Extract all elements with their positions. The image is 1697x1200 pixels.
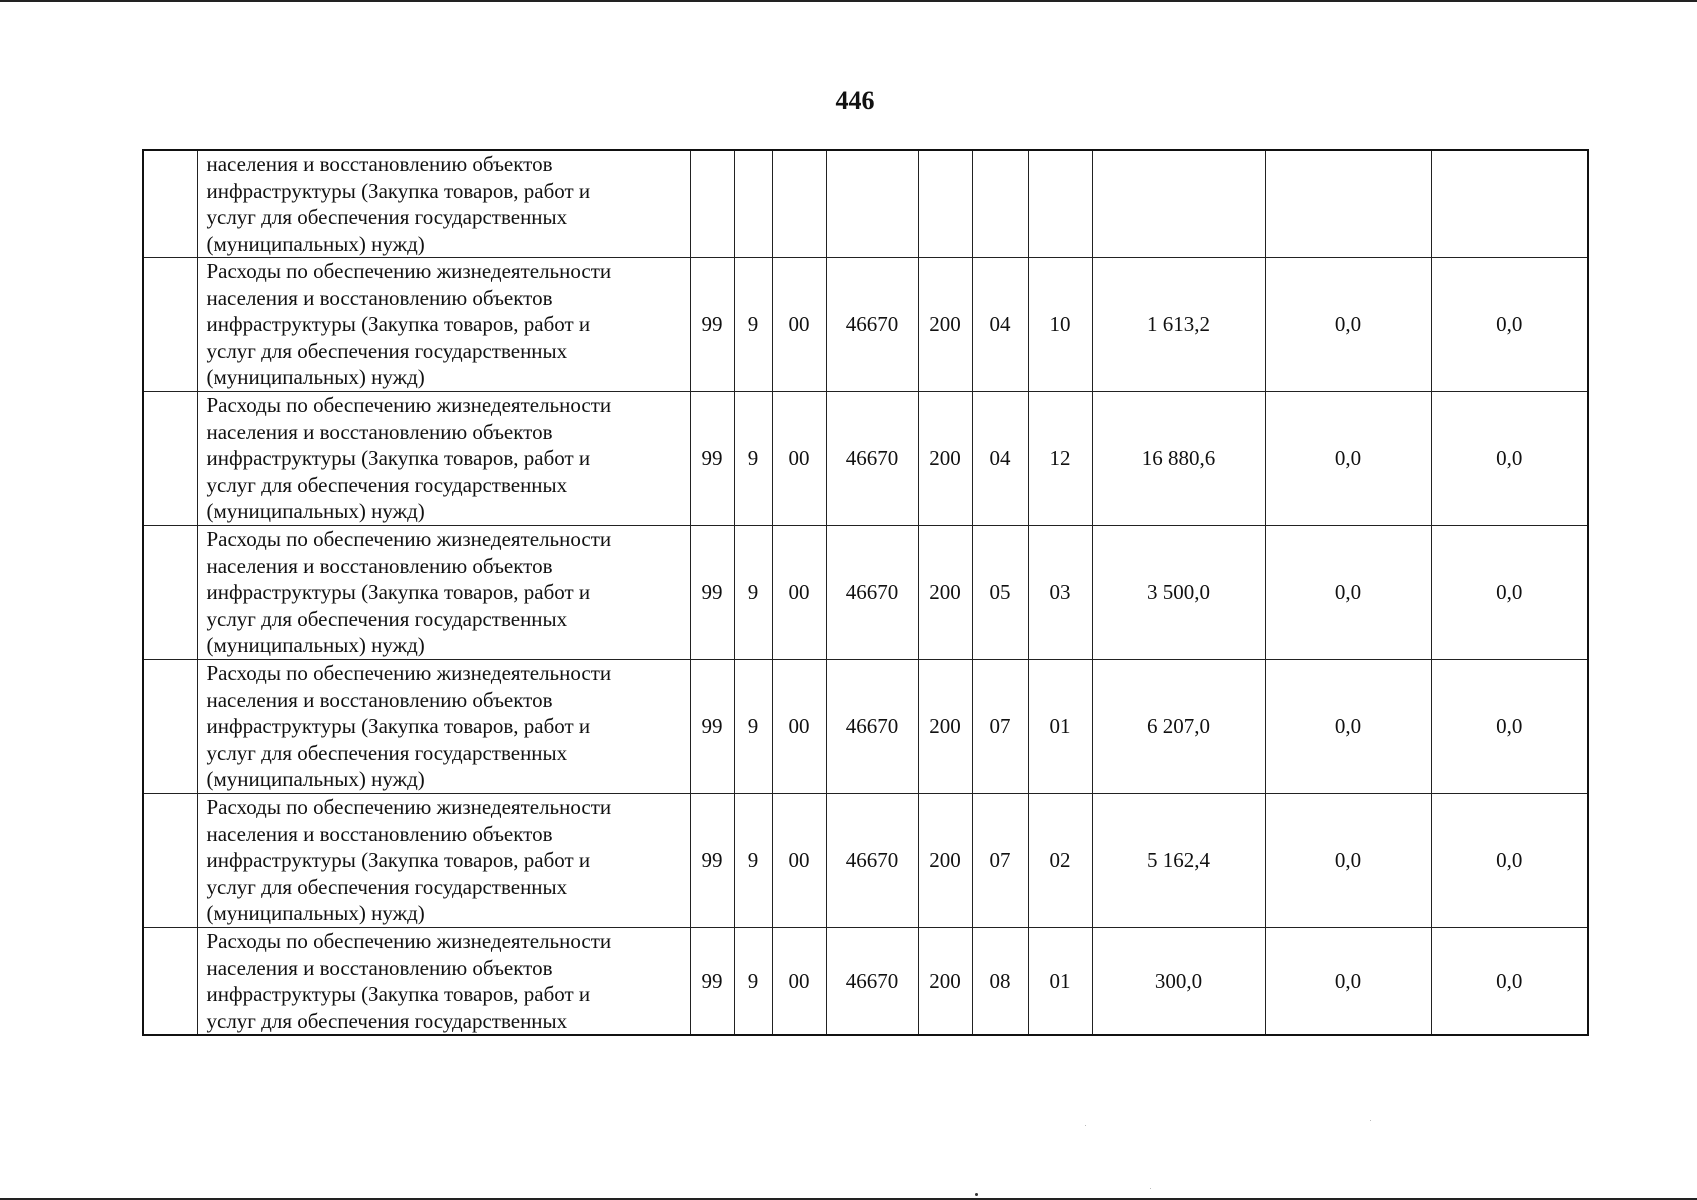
scan-speck	[1370, 1120, 1371, 1121]
code-cell	[772, 150, 826, 258]
description-line: (муниципальных) нужд)	[206, 901, 425, 925]
description-line: Расходы по обеспечению жизнедеятельности	[206, 527, 612, 551]
code-cell: 99	[690, 526, 734, 660]
code-cell: 200	[918, 660, 972, 794]
description-line: Расходы по обеспечению жизнедеятельности	[206, 259, 612, 283]
amount-cell	[1092, 150, 1265, 258]
amount-cell: 0,0	[1265, 258, 1431, 392]
amount-cell: 6 207,0	[1092, 660, 1265, 794]
description-line: Расходы по обеспечению жизнедеятельности	[206, 929, 612, 953]
code-cell: 08	[972, 928, 1028, 1036]
description-cell	[197, 150, 690, 258]
code-cell	[1028, 150, 1092, 258]
index-cell	[143, 660, 197, 794]
code-cell	[918, 150, 972, 258]
code-cell: 99	[690, 660, 734, 794]
code-cell: 00	[772, 794, 826, 928]
description-line: (муниципальных) нужд)	[206, 767, 425, 791]
description-line: Расходы по обеспечению жизнедеятельности	[206, 795, 612, 819]
code-cell	[972, 150, 1028, 258]
description-cell	[197, 928, 690, 1036]
scan-speck	[1150, 1188, 1151, 1189]
amount-cell: 0,0	[1431, 928, 1588, 1036]
scan-dot	[975, 1193, 978, 1196]
code-cell	[690, 150, 734, 258]
description-line: услуг для обеспечения государственных	[206, 1008, 568, 1033]
description-line: (муниципальных) нужд)	[206, 499, 425, 523]
code-cell: 46670	[826, 526, 918, 660]
code-cell: 10	[1028, 258, 1092, 392]
code-cell	[734, 150, 772, 258]
code-cell: 00	[772, 660, 826, 794]
amount-cell: 0,0	[1431, 392, 1588, 526]
code-cell: 01	[1028, 928, 1092, 1036]
code-cell: 00	[772, 392, 826, 526]
amount-cell: 0,0	[1265, 526, 1431, 660]
description-line: инфраструктуры (Закупка товаров, работ и	[206, 714, 591, 738]
code-cell: 200	[918, 392, 972, 526]
description-line: населения и восстановлению объектов	[206, 553, 553, 578]
index-cell	[143, 258, 197, 392]
code-cell: 200	[918, 526, 972, 660]
table-row	[143, 794, 1588, 928]
description-line: услуг для обеспечения государственных	[206, 472, 568, 497]
code-cell: 9	[734, 392, 772, 526]
description-line: населения и восстановлению объектов	[206, 152, 553, 176]
top-scan-edge	[0, 0, 1697, 2]
code-cell: 99	[690, 392, 734, 526]
description-line: населения и восстановлению объектов	[206, 955, 553, 980]
description-line: (муниципальных) нужд)	[206, 231, 425, 256]
description-cell	[197, 794, 690, 928]
code-cell: 07	[972, 794, 1028, 928]
index-cell	[143, 526, 197, 660]
amount-cell: 16 880,6	[1092, 392, 1265, 526]
table-row	[143, 392, 1588, 526]
amount-cell: 0,0	[1431, 526, 1588, 660]
amount-cell: 0,0	[1431, 660, 1588, 794]
index-cell	[143, 150, 197, 258]
code-cell: 02	[1028, 794, 1092, 928]
code-cell: 00	[772, 928, 826, 1036]
description-cell	[197, 392, 690, 526]
amount-cell: 1 613,2	[1092, 258, 1265, 392]
table-row	[143, 526, 1588, 660]
amount-cell	[1431, 150, 1588, 258]
description-line: инфраструктуры (Закупка товаров, работ и	[206, 178, 591, 203]
code-cell: 00	[772, 526, 826, 660]
code-cell: 200	[918, 258, 972, 392]
code-cell: 99	[690, 794, 734, 928]
description-cell	[197, 660, 690, 794]
code-cell: 9	[734, 660, 772, 794]
code-cell: 04	[972, 392, 1028, 526]
description-line: населения и восстановлению объектов	[206, 821, 553, 846]
code-cell: 01	[1028, 660, 1092, 794]
description-line: населения и восстановлению объектов	[206, 419, 553, 444]
code-cell: 99	[690, 258, 734, 392]
description-line: услуг для обеспечения государственных	[206, 338, 568, 363]
table-row	[143, 660, 1588, 794]
amount-cell: 0,0	[1265, 392, 1431, 526]
description-line: Расходы по обеспечению жизнедеятельности	[206, 393, 612, 417]
code-cell: 07	[972, 660, 1028, 794]
amount-cell: 3 500,0	[1092, 526, 1265, 660]
code-cell: 9	[734, 928, 772, 1036]
code-cell: 46670	[826, 392, 918, 526]
code-cell: 9	[734, 258, 772, 392]
code-cell: 200	[918, 928, 972, 1036]
code-cell: 46670	[826, 258, 918, 392]
code-cell: 46670	[826, 928, 918, 1036]
code-cell: 05	[972, 526, 1028, 660]
description-line: инфраструктуры (Закупка товаров, работ и	[206, 848, 591, 872]
code-cell: 99	[690, 928, 734, 1036]
amount-cell: 0,0	[1265, 794, 1431, 928]
amount-cell: 0,0	[1265, 660, 1431, 794]
code-cell: 04	[972, 258, 1028, 392]
code-cell: 03	[1028, 526, 1092, 660]
code-cell: 12	[1028, 392, 1092, 526]
table-row-continued	[143, 150, 1588, 258]
amount-cell: 300,0	[1092, 928, 1265, 1036]
description-cell	[197, 258, 690, 392]
amount-cell: 0,0	[1431, 794, 1588, 928]
description-line: инфраструктуры (Закупка товаров, работ и	[206, 982, 591, 1006]
index-cell	[143, 392, 197, 526]
table-body	[143, 150, 1588, 1035]
index-cell	[143, 928, 197, 1036]
description-line: услуг для обеспечения государственных	[206, 205, 568, 229]
code-cell: 00	[772, 258, 826, 392]
table-row	[143, 258, 1588, 392]
code-cell: 200	[918, 794, 972, 928]
description-cell	[197, 526, 690, 660]
code-cell: 46670	[826, 660, 918, 794]
description-line: услуг для обеспечения государственных	[206, 874, 568, 899]
description-line: инфраструктуры (Закупка товаров, работ и	[206, 580, 591, 604]
amount-cell: 5 162,4	[1092, 794, 1265, 928]
description-line: Расходы по обеспечению жизнедеятельности	[206, 661, 612, 685]
index-cell	[143, 794, 197, 928]
description-line: (муниципальных) нужд)	[206, 365, 425, 389]
code-cell	[826, 150, 918, 258]
page-number: 446	[835, 86, 875, 115]
table-row	[143, 928, 1588, 1036]
amount-cell	[1265, 150, 1431, 258]
scan-speck	[1085, 1125, 1086, 1126]
description-line: инфраструктуры (Закупка товаров, работ и	[206, 312, 591, 336]
budget-table	[142, 149, 1589, 1036]
amount-cell: 0,0	[1431, 258, 1588, 392]
description-line: населения и восстановлению объектов	[206, 285, 553, 310]
amount-cell: 0,0	[1265, 928, 1431, 1036]
description-line: (муниципальных) нужд)	[206, 633, 425, 657]
description-line: населения и восстановлению объектов	[206, 687, 553, 712]
description-line: услуг для обеспечения государственных	[206, 740, 568, 765]
description-line: услуг для обеспечения государственных	[206, 606, 568, 631]
code-cell: 9	[734, 794, 772, 928]
code-cell: 9	[734, 526, 772, 660]
description-line: инфраструктуры (Закупка товаров, работ и	[206, 446, 591, 470]
code-cell: 46670	[826, 794, 918, 928]
